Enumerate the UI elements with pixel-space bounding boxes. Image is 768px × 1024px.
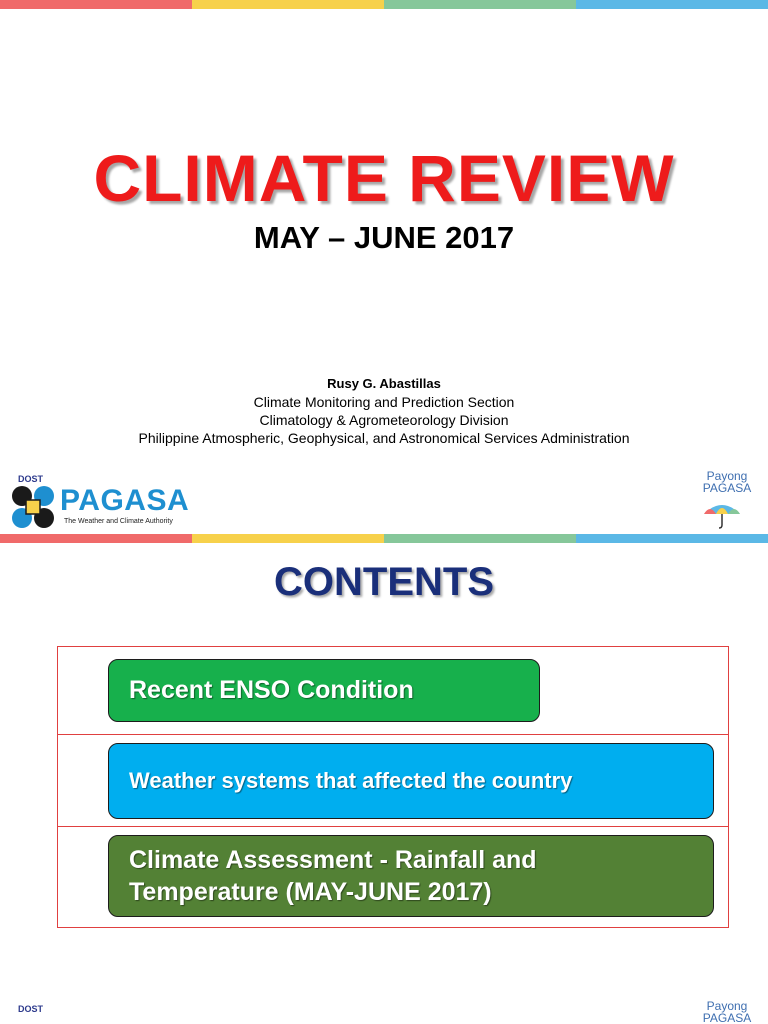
stripe-segment-red bbox=[0, 0, 192, 9]
stripe-segment-red bbox=[0, 534, 192, 543]
author-name: Rusy G. Abastillas bbox=[327, 376, 441, 391]
affiliation-division: Climatology & Agrometeorology Division bbox=[259, 412, 509, 428]
payong-pagasa-logo bbox=[692, 470, 762, 530]
stripe-segment-blue bbox=[576, 534, 768, 543]
stripe-segment-yellow bbox=[192, 534, 384, 543]
contents-item-climate-assessment[interactable] bbox=[108, 835, 714, 917]
dost-label: DOST bbox=[18, 1004, 44, 1014]
pagasa-wordmark: PAGASA bbox=[60, 484, 190, 517]
affiliation-section: Climate Monitoring and Prediction Section bbox=[253, 394, 515, 410]
slide-title-heading: CLIMATE REVIEW bbox=[93, 141, 675, 215]
dost-label: DOST bbox=[18, 474, 44, 484]
payong-pagasa-label: PAGASA bbox=[702, 1011, 752, 1024]
slide-contents bbox=[0, 534, 768, 1024]
payong-pagasa-label: PAGASA bbox=[702, 481, 752, 495]
stripe-segment-green bbox=[384, 534, 576, 543]
pagasa-logo-partial bbox=[10, 1004, 190, 1024]
climate-assessment-line1: Climate Assessment - Rainfall and bbox=[129, 846, 537, 874]
contents-row-enso bbox=[57, 646, 729, 735]
stripe-segment-yellow bbox=[192, 0, 384, 9]
stripe-segment-green bbox=[384, 0, 576, 9]
pagasa-logo bbox=[10, 474, 190, 530]
payong-pagasa-logo-partial bbox=[692, 1000, 762, 1024]
stripe-segment-blue bbox=[576, 0, 768, 9]
color-stripe bbox=[0, 534, 768, 543]
pagasa-logo-icon bbox=[10, 484, 56, 530]
payong-label: Payong bbox=[706, 469, 748, 483]
contents-item-enso[interactable]: Recent ENSO Condition bbox=[108, 659, 540, 722]
slide-subtitle: MAY – JUNE 2017 bbox=[253, 220, 515, 255]
umbrella-icon bbox=[700, 500, 744, 530]
contents-row-weather bbox=[57, 734, 729, 827]
contents-heading: CONTENTS bbox=[274, 560, 494, 604]
payong-label: Payong bbox=[706, 999, 748, 1013]
pagasa-tagline: The Weather and Climate Authority bbox=[64, 518, 173, 525]
climate-assessment-line2: Temperature (MAY-JUNE 2017) bbox=[129, 878, 492, 906]
contents-row-climate bbox=[57, 826, 729, 928]
affiliation-agency: Philippine Atmospheric, Geophysical, and Astronomical Services Administration bbox=[138, 430, 630, 446]
contents-item-weather-systems[interactable]: Weather systems that affected the country bbox=[108, 743, 714, 819]
color-stripe bbox=[0, 0, 768, 9]
